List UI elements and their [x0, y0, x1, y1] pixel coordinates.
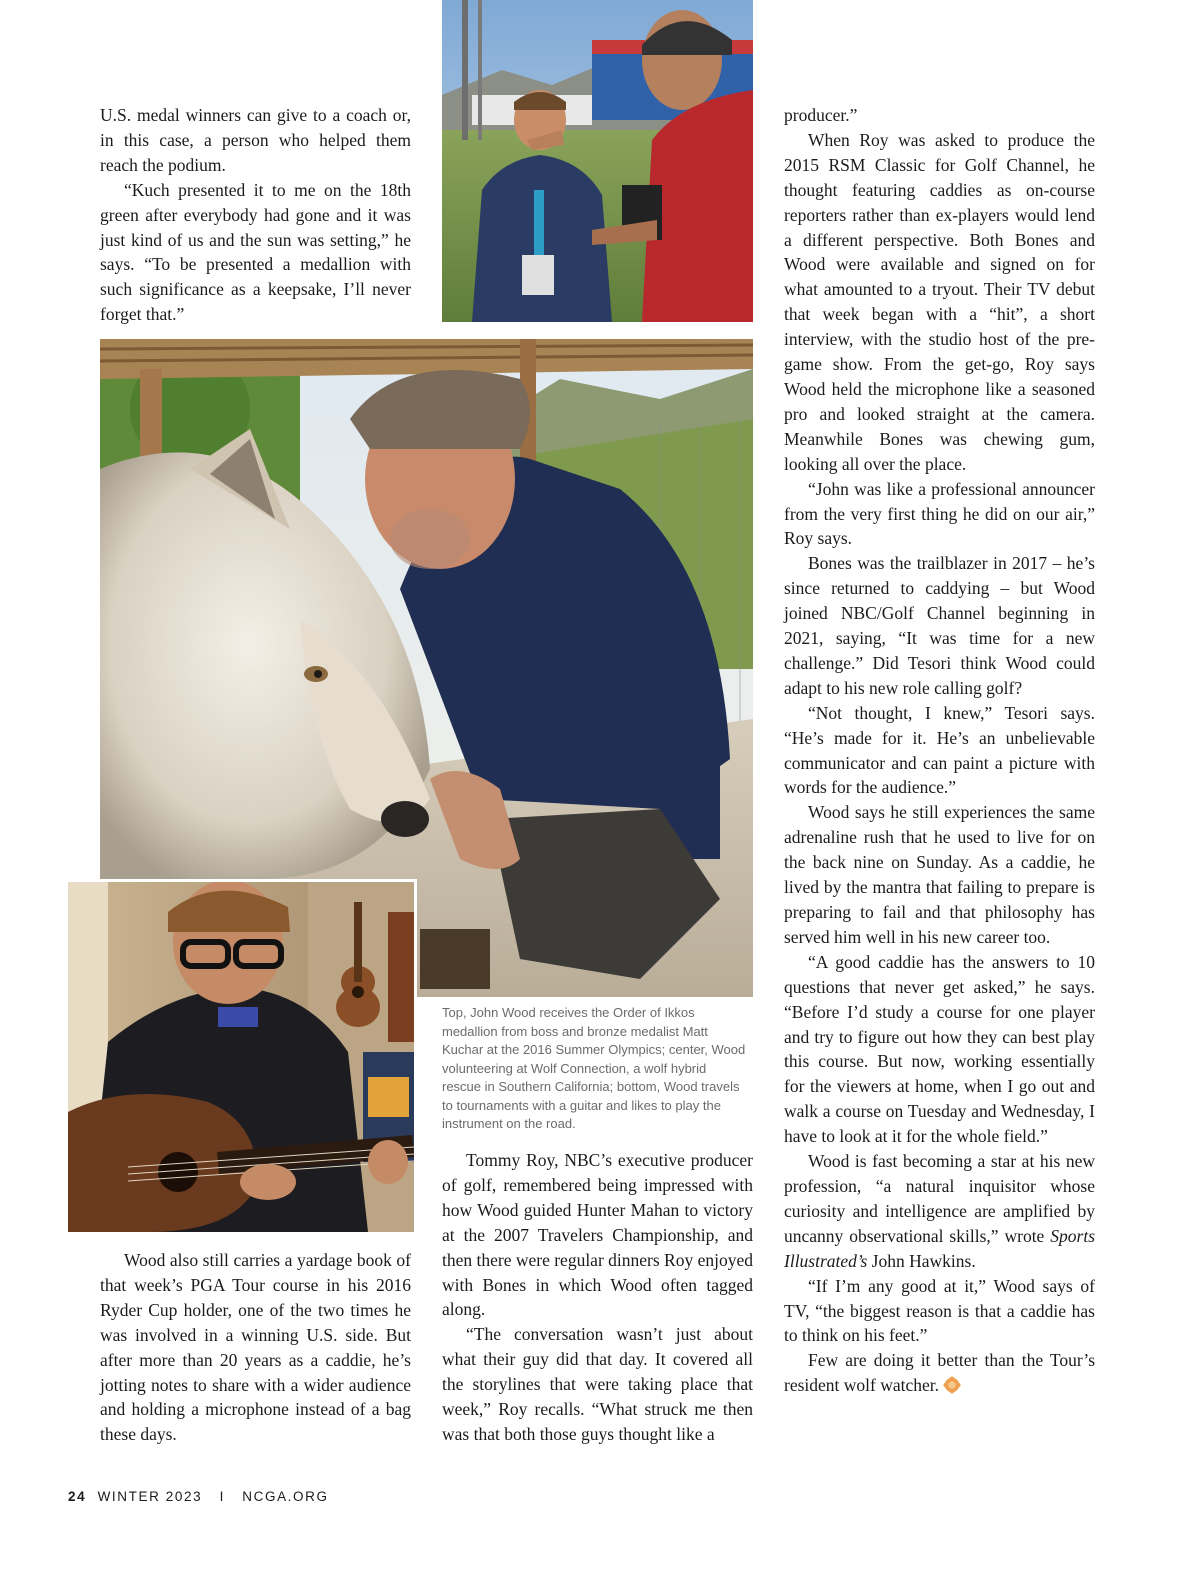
- paragraph: “The conversation wasn’t just about what their guy did that day. It covered all the storylines that were taking place that week,” Roy recalls. “What struck me then was that both those guys thought like a: [442, 1324, 753, 1444]
- paragraph: Wood also still carries a yardage book of that week’s PGA Tour course in his 2016 Ryder Cup holder, one of the two times he was involved in a winning U.S. side. But after more than 20 years as a caddie, he’s jotting notes to share with a wider audience and holding a microphone instead of a bag these days.: [100, 1250, 411, 1445]
- paragraph: producer.”: [784, 105, 858, 125]
- column-2-bottom: [442, 1148, 753, 1447]
- paragraph-text: Few are doing it better than the Tour’s resident wolf watcher.: [784, 1350, 1095, 1396]
- paragraph: “A good caddie has the answers to 10 questions that never get asked,” he says. “Before I’d study a course for one player and try to figure out how they can best play this course. But now, working essentially for the viewers at home, when I go out and walk a course on Tuesday and Wednesday, I have to look at it for the whole field.”: [784, 951, 1095, 1147]
- footer-separator: I: [219, 1489, 225, 1504]
- photo-guitar: [68, 882, 414, 1232]
- paragraph: Wood says he still experiences the same adrenaline rush that he used to live for on the back nine on Sunday. As a caddie, he lived by the mantra that failing to prepare is preparing to fail and that philosophy has served him well in his new career too.: [784, 802, 1095, 947]
- photo-medallion-ceremony: [442, 0, 753, 322]
- photo-caption: [442, 1004, 747, 1134]
- photo-guitar-image: [68, 882, 414, 1232]
- paragraph: “If I’m any good at it,” Wood says of TV, “the biggest reason is that a caddie has to think on his feet.”: [784, 1275, 1095, 1346]
- paragraph-text: John Hawkins.: [867, 1250, 976, 1271]
- paragraph: [784, 1149, 1095, 1274]
- page-number: 24: [68, 1489, 87, 1504]
- paragraph: “Not thought, I knew,” Tesori says. “He’s made for it. He’s an unbelievable communicator and can paint a picture with words for the audience.”: [784, 702, 1095, 798]
- paragraph: “John was like a professional announcer from the very first thing he did on our air,” Roy says.: [784, 478, 1095, 549]
- column-1-top: [100, 103, 411, 327]
- paragraph: “Kuch presented it to me on the 18th green after everybody had gone and it was just kind of us and the sun was setting,” he says. “To be presented a medallion with such significance as a keepsake, I’ll never forget that.”: [100, 179, 411, 325]
- end-mark-icon: [943, 1376, 961, 1394]
- column-3: [784, 103, 1095, 1398]
- issue-label: WINTER 2023: [97, 1489, 203, 1504]
- photo-medallion-image: [442, 0, 753, 322]
- paragraph: When Roy was asked to produce the 2015 RSM Classic for Golf Channel, he thought featuring caddies as on-course reporters rather than ex-players would lend a different perspective. Both Bones and Wood were available and signed on for what amounted to a tryout. Their TV debut that week began with a “hit”, a short interview, with the studio host of the pre-game show. From the get-go, Roy says Wood held the microphone like a seasoned pro and looked straight at the camera. Meanwhile Bones was chewing gum, looking all over the place.: [784, 129, 1095, 474]
- caption-text: Top, John Wood receives the Order of Ikkos medallion from boss and bronze medalist Matt Kuchar at the 2016 Summer Olympics; center, Wood volunteering at Wolf Connection, a wolf hybrid rescue in Southern California; bottom, Wood travels to tournaments with a guitar and likes to play the instrument on the road.: [442, 1005, 746, 1131]
- column-1-bottom: [100, 1248, 411, 1447]
- site-link[interactable]: NCGA.ORG: [242, 1489, 329, 1504]
- paragraph: Tommy Roy, NBC’s executive producer of golf, remembered being impressed with how Wood guided Hunter Mahan to victory at the 2007 Travelers Championship, and then there were regular dinners Roy enjoyed with Bones in which Wood often tagged along.: [442, 1150, 753, 1320]
- paragraph-final: [784, 1348, 1095, 1398]
- page-footer: [68, 1489, 329, 1504]
- publication-title: Sports Illustrated’s: [784, 1225, 1095, 1271]
- paragraph-text: Wood is fast becoming a star at his new profession, “a natural inquisitor whose curiosity and intelligence are amplified by uncanny observational skills,” wrote: [784, 1151, 1095, 1246]
- paragraph: Bones was the trailblazer in 2017 – he’s since returned to caddying – but Wood joined NBC/Golf Channel beginning in 2021, saying, “It was time for a new challenge.” Did Tesori think Wood could adapt to his new role calling golf?: [784, 553, 1095, 698]
- paragraph: U.S. medal winners can give to a coach or, in this case, a person who helped them reach the podium.: [100, 105, 411, 175]
